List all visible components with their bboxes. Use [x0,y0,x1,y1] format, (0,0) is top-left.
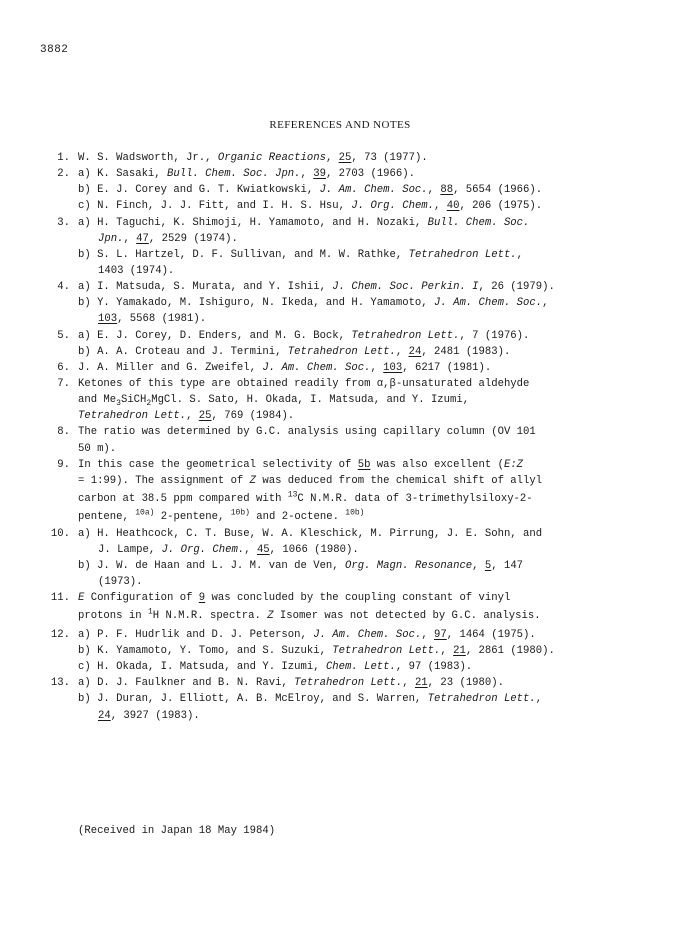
text-segment: Ketones of this type are obtained readily from α,β-unsaturated aldehyde [78,377,530,390]
reference-line [38,263,653,279]
text-segment: was concluded by the coupling constant of vinyl [205,592,511,605]
text-segment: , [402,677,415,690]
text-segment: pentene, [78,511,136,524]
text-segment: b) J. Duran, J. Elliott, A. B. McElroy, and S. Warren, [78,693,428,706]
reference-line [38,627,653,643]
reference-text [78,441,116,457]
reference-text [78,376,529,392]
journal-name: Organic Reactions [217,152,326,164]
text-segment: = 1:99). The assignment of [78,474,250,487]
reference-text [98,574,143,590]
text-segment: The ratio was determined by G.C. analysis using capillary column (OV 101 [78,426,536,439]
text-segment: , 5568 (1981). [117,313,207,326]
journal-name: Jpn. [98,232,124,245]
text-segment: , [427,184,441,197]
text-segment: , 26 (1979). [478,281,555,294]
reference-line [38,473,653,489]
text-segment: , [300,168,314,181]
journal-name: J. Am. Chem. Soc. [434,297,543,310]
text-segment: In this case the geometrical selectivity of [78,458,358,471]
text-segment: a) K. Sasaki, [78,168,168,181]
reference-line [38,424,653,440]
reference-line [38,247,653,263]
reference-number: 5. [57,329,70,342]
journal-name: Chem. Lett. [325,661,396,674]
reference-text [78,424,536,440]
reference-number: 6. [57,361,70,374]
reference-text [78,279,555,295]
script-text: 10a) [135,508,155,518]
reference-line [38,408,653,424]
text-segment: , 2481 (1983). [421,345,511,358]
text-segment: , 206 (1975). [459,200,543,213]
reference-text [78,526,542,542]
journal-name: Z [249,474,257,487]
text-segment: MgCl. S. Sato, H. Okada, I. Matsuda, and Y. Izumi, [151,394,470,407]
reference-number: 8. [57,426,70,439]
volume-number: 21 [414,677,428,690]
reference-line [38,542,653,558]
section-heading: REFERENCES AND NOTES [269,119,411,131]
reference-line [38,215,653,231]
journal-name: E [78,592,85,605]
volume-number: 24 [98,709,111,722]
text-segment: , [516,248,524,261]
volume-number: 25 [338,152,352,164]
reference-text [98,311,206,327]
text-segment: , [472,559,485,572]
reference-text [78,659,472,675]
reference-text [98,542,359,558]
reference-line [38,489,653,510]
reference-line [38,150,653,166]
reference-text [78,247,523,263]
text-segment: W. S. Wadsworth, Jr., [78,152,218,164]
text-segment: a) I. Matsuda, S. Murata, and Y. Ishii, [78,281,333,294]
references-list [38,150,653,724]
text-segment: , [395,345,409,358]
reference-line [38,231,653,247]
text-segment: and Me [78,394,117,407]
text-segment: protons in [78,610,148,623]
text-segment: , 2861 (1980). [465,644,555,657]
reference-line [38,328,653,344]
reference-number: 11. [50,592,70,605]
text-segment: 2-pentene, [154,511,231,524]
text-segment: , 769 (1984). [211,410,295,423]
volume-number: 40 [446,200,460,213]
text-segment: , 23 (1980). [427,677,504,690]
reference-text [78,328,529,344]
volume-number: 21 [453,644,466,657]
journal-name: Tetrahedron Lett. [332,644,441,657]
reference-text [78,392,469,408]
reference-number: 7. [57,377,70,390]
journal-name: J. Org. Chem. [161,543,245,556]
reference-text [78,344,510,360]
text-segment: b) A. A. Croteau and J. Termini, [78,345,288,358]
reference-text [78,691,542,707]
text-segment: , 1464 (1975). [446,628,536,641]
volume-number: 45 [256,543,270,556]
volume-number: 47 [136,232,149,245]
text-segment: b) S. L. Hartzel, D. F. Sullivan, and M. W. Rathke, [78,248,409,261]
reference-line [38,457,653,473]
script-text: 3 [116,399,121,409]
text-segment: was also excellent ( [370,458,504,471]
journal-name: Tetrahedron Lett. [294,677,403,690]
reference-number: 1. [57,152,70,164]
reference-text [78,509,364,525]
reference-text [78,606,541,627]
text-segment: b) Y. Yamakado, M. Ishiguro, N. Ikeda, and H. Yamamoto, [78,297,435,310]
reference-line [38,295,653,311]
volume-number: 9 [198,592,206,605]
text-segment: was deduced from the chemical shift of allyl [256,474,543,487]
reference-text [78,558,523,574]
text-segment: (1973). [98,576,143,589]
reference-text [78,182,542,198]
volume-number: 25 [198,410,212,423]
text-segment: , [542,297,549,310]
volume-number: 39 [313,168,326,181]
text-segment: , 3927 (1983). [110,709,200,722]
reference-line [38,279,653,295]
reference-number: 4. [57,281,70,294]
text-segment: , 147 [491,559,524,572]
volume-number: 88 [440,184,454,197]
reference-line [38,675,653,691]
text-segment: Configuration of [84,592,199,605]
reference-line [38,606,653,627]
volume-number: 5 [484,559,492,572]
journal-name: Tetrahedron Lett. [78,410,187,423]
text-segment: , [535,693,543,706]
text-segment: , 97 (1983). [395,661,473,674]
reference-line [38,441,653,457]
reference-number: 10. [50,527,70,540]
received-date: (Received in Japan 18 May 1984) [78,825,276,837]
journal-name: Tetrahedron Lett. [351,329,460,342]
text-segment: b) E. J. Corey and G. T. Kwiatkowski, [78,184,320,197]
journal-name: Tetrahedron Lett. [287,345,396,358]
reference-line [38,691,653,707]
text-segment: 1403 (1974). [98,264,175,277]
reference-number: 3. [57,216,70,229]
text-segment: , 6217 (1981). [402,361,492,374]
reference-text [78,627,536,643]
script-text: 2 [146,399,152,409]
reference-text [98,708,200,724]
text-segment: a) H. Heathcock, C. T. Buse, W. A. Kleschick, M. Pirrung, J. E. Sohn, and [78,527,543,540]
text-segment: a) D. J. Faulkner and B. N. Ravi, [78,677,295,690]
script-text: 10b) [230,508,250,518]
text-segment: J. A. Miller and G. Zweifel, [78,361,263,374]
text-segment: , [244,543,257,556]
text-segment: , 2703 (1966). [325,168,415,181]
text-segment: Isomer was not detected by G.C. analysis. [273,610,541,623]
text-segment: , [123,232,137,245]
reference-number: 12. [50,628,70,641]
text-segment: , [325,152,339,164]
text-segment: b) J. W. de Haan and L. J. M. van de Ven, [78,559,346,572]
reference-number: 13. [50,677,70,690]
journal-name: J. Am. Chem. Soc. [262,361,371,374]
reference-line [38,708,653,724]
reference-text [78,643,555,659]
reference-text [78,473,542,489]
text-segment: , 2529 (1974). [148,232,238,245]
text-segment: , 73 (1977). [351,152,428,164]
reference-text [78,198,542,214]
reference-text [98,231,238,247]
text-segment: , [186,410,199,423]
text-segment: H N.M.R. spectra. [152,610,268,623]
text-segment: , [434,200,447,213]
script-text: 10b) [345,508,365,518]
journal-name: Bull. Chem. Soc. Jpn. [167,168,301,181]
text-segment: , [370,361,384,374]
text-segment: c) H. Okada, I. Matsuda, and Y. Izumi, [78,661,326,674]
journal-name: E:Z [503,458,524,471]
reference-text [78,166,415,182]
text-segment: c) N. Finch, J. J. Fitt, and I. H. S. Hsu, [78,200,352,213]
text-segment: SiCH [120,394,147,407]
reference-line [38,659,653,675]
journal-name: Bull. Chem. Soc. [427,216,530,229]
reference-line [38,590,653,606]
reference-number: 2. [57,168,70,181]
volume-number: 5b [357,458,371,471]
text-segment: a) H. Taguchi, K. Shimoji, H. Yamamoto, and H. Nozaki, [78,216,428,229]
reference-text [78,150,428,166]
text-segment: carbon at 38.5 ppm compared with [78,492,288,505]
journal-name: Org. Magn. Resonance [345,559,473,572]
page-number: 3882 [40,44,69,56]
journal-name: Tetrahedron Lett. [427,693,536,706]
reference-line [38,509,653,525]
journal-name: J. Org. Chem. [351,200,435,213]
journal-name: Tetrahedron Lett. [408,248,517,261]
journal-name: J. Am. Chem. Soc. [313,628,422,641]
text-segment: , 1066 (1980). [269,543,359,556]
reference-text [78,675,504,691]
reference-number: 9. [57,458,70,471]
reference-text [78,489,533,510]
reference-text [78,457,523,473]
script-text: 1 [147,607,153,617]
reference-line [38,360,653,376]
script-text: 13 [287,490,298,500]
reference-line [38,558,653,574]
reference-line [38,198,653,214]
text-segment: and 2-octene. [249,511,346,524]
volume-number: 103 [98,313,118,326]
text-segment: a) P. F. Hudrlik and D. J. Peterson, [78,628,314,641]
volume-number: 24 [408,345,422,358]
text-segment: 50 m). [78,442,117,455]
reference-text [78,360,491,376]
reference-line [38,376,653,392]
reference-text [78,215,529,231]
text-segment: b) K. Yamamoto, Y. Tomo, and S. Suzuki, [78,644,333,657]
reference-line [38,344,653,360]
text-segment: , [421,628,435,641]
text-segment: J. Lampe, [98,543,162,556]
reference-line [38,311,653,327]
text-segment: a) E. J. Corey, D. Enders, and M. G. Bock, [78,329,352,342]
reference-line [38,392,653,408]
reference-line [38,526,653,542]
volume-number: 97 [434,628,447,641]
journal-name: J. Am. Chem. Soc. [319,184,428,197]
text-segment: , [440,644,454,657]
journal-name: J. Chem. Soc. Perkin. I [332,281,479,294]
reference-text [78,295,548,311]
text-segment: , 7 (1976). [459,329,530,342]
text-segment: , 5654 (1966). [453,184,543,197]
reference-line [38,166,653,182]
reference-line [38,182,653,198]
reference-line [38,643,653,659]
volume-number: 103 [383,361,403,374]
journal-name: Z [267,610,274,623]
reference-text [98,263,174,279]
reference-line [38,574,653,590]
text-segment: C N.M.R. data of 3-trimethylsiloxy-2- [297,492,533,505]
reference-text [78,590,510,606]
reference-text [78,408,294,424]
